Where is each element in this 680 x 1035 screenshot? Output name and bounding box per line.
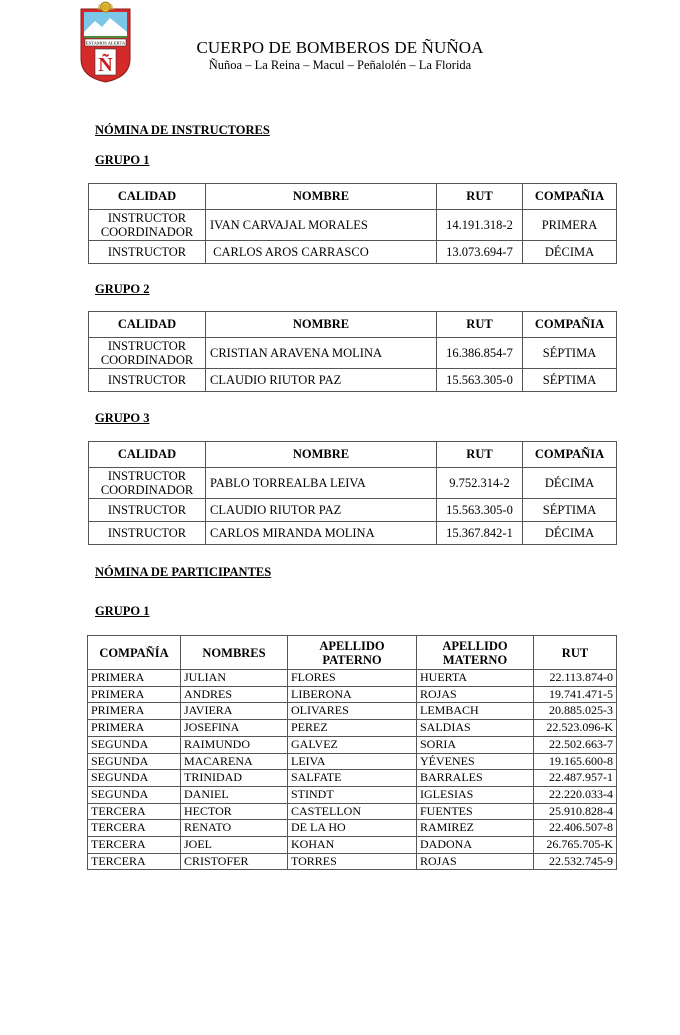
rut-cell: 22.532.745-9: [534, 853, 617, 870]
nombres-cell: ANDRES: [181, 686, 288, 703]
apellido-materno-cell: RAMIREZ: [417, 820, 534, 837]
rut-cell: 16.386.854-7: [437, 338, 523, 369]
compania-cell: SEGUNDA: [88, 753, 181, 770]
nombre-cell: IVAN CARVAJAL MORALES: [206, 210, 437, 241]
table-row: [89, 210, 617, 241]
calidad-cell: INSTRUCTOR: [89, 241, 206, 264]
compania-cell: SEGUNDA: [88, 736, 181, 753]
participants-heading: NÓMINA DE PARTICIPANTES: [95, 565, 272, 579]
table-row: [88, 686, 617, 703]
apellido-materno-cell: ROJAS: [417, 686, 534, 703]
table-row: [89, 499, 617, 522]
organization-subtitle: Ñuñoa – La Reina – Macul – Peñalolén – La Florida: [208, 58, 472, 72]
table-row: [88, 753, 617, 770]
rut-cell: 9.752.314-2: [437, 468, 523, 499]
nombre-cell: CARLOS MIRANDA MOLINA: [206, 522, 437, 545]
nombre-cell: CLAUDIO RIUTOR PAZ: [206, 369, 437, 392]
table-row: [88, 736, 617, 753]
column-header: CALIDAD: [89, 442, 206, 468]
table-row: [89, 522, 617, 545]
compania-cell: PRIMERA: [523, 210, 617, 241]
nombres-cell: TRINIDAD: [181, 770, 288, 787]
instructors-group-2-label: GRUPO 2: [95, 282, 150, 296]
compania-cell: PRIMERA: [88, 720, 181, 737]
table-row: [88, 820, 617, 837]
apellido-paterno-cell: OLIVARES: [288, 703, 417, 720]
table-header-row: [89, 312, 617, 338]
participants-group-1-label: GRUPO 1: [95, 604, 150, 618]
table-row: [88, 803, 617, 820]
rut-cell: 22.502.663-7: [534, 736, 617, 753]
column-header: NOMBRE: [206, 442, 437, 468]
instructors-group-3-label: GRUPO 3: [95, 411, 150, 425]
nombres-cell: RAIMUNDO: [181, 736, 288, 753]
participants-table: [87, 635, 617, 870]
compania-cell: DÉCIMA: [523, 468, 617, 499]
apellido-materno-cell: ROJAS: [417, 853, 534, 870]
apellido-paterno-cell: STINDT: [288, 786, 417, 803]
apellido-paterno-cell: GALVEZ: [288, 736, 417, 753]
rut-cell: 25.910.828-4: [534, 803, 617, 820]
instructors-table-group-3: [88, 441, 617, 545]
column-header: COMPAÑIA: [523, 184, 617, 210]
column-header: CALIDAD: [89, 312, 206, 338]
compania-cell: SÉPTIMA: [523, 499, 617, 522]
instructors-group-1-label: GRUPO 1: [95, 153, 150, 167]
compania-cell: PRIMERA: [88, 686, 181, 703]
nombres-cell: RENATO: [181, 820, 288, 837]
nombre-cell: CRISTIAN ARAVENA MOLINA: [206, 338, 437, 369]
apellido-paterno-cell: LIBERONA: [288, 686, 417, 703]
rut-cell: 13.073.694-7: [437, 241, 523, 264]
instructors-heading: NÓMINA DE INSTRUCTORES: [95, 123, 270, 137]
nombres-cell: JAVIERA: [181, 703, 288, 720]
apellido-paterno-cell: LEIVA: [288, 753, 417, 770]
column-header: APELLIDO MATERNO: [417, 636, 534, 670]
rut-cell: 19.741.471-5: [534, 686, 617, 703]
apellido-paterno-cell: CASTELLON: [288, 803, 417, 820]
column-header: RUT: [437, 312, 523, 338]
apellido-paterno-cell: DE LA HO: [288, 820, 417, 837]
compania-cell: TERCERA: [88, 803, 181, 820]
rut-cell: 22.487.957-1: [534, 770, 617, 787]
nombres-cell: DANIEL: [181, 786, 288, 803]
nombres-cell: JULIAN: [181, 670, 288, 687]
rut-cell: 15.563.305-0: [437, 369, 523, 392]
compania-cell: TERCERA: [88, 820, 181, 837]
apellido-materno-cell: FUENTES: [417, 803, 534, 820]
column-header: RUT: [437, 442, 523, 468]
document-header: [160, 38, 520, 72]
table-header-row: [88, 636, 617, 670]
apellido-materno-cell: IGLESIAS: [417, 786, 534, 803]
nombres-cell: JOEL: [181, 837, 288, 854]
table-row: [88, 720, 617, 737]
table-row: [89, 369, 617, 392]
rut-cell: 19.165.600-8: [534, 753, 617, 770]
column-header: NOMBRES: [181, 636, 288, 670]
table-header-row: [89, 184, 617, 210]
table-row: [88, 853, 617, 870]
instructors-table-group-1: [88, 183, 617, 264]
apellido-materno-cell: SORIA: [417, 736, 534, 753]
nombres-cell: JOSEFINA: [181, 720, 288, 737]
rut-cell: 20.885.025-3: [534, 703, 617, 720]
apellido-materno-cell: YÉVENES: [417, 753, 534, 770]
compania-cell: DÉCIMA: [523, 522, 617, 545]
organization-title: CUERPO DE BOMBEROS DE ÑUÑOA: [196, 38, 484, 57]
apellido-paterno-cell: PEREZ: [288, 720, 417, 737]
column-header: COMPAÑIA: [523, 312, 617, 338]
compania-cell: DÉCIMA: [523, 241, 617, 264]
nombres-cell: MACARENA: [181, 753, 288, 770]
fire-department-logo: [75, 1, 136, 83]
compania-cell: PRIMERA: [88, 670, 181, 687]
column-header: NOMBRE: [206, 312, 437, 338]
compania-cell: SÉPTIMA: [523, 338, 617, 369]
column-header: CALIDAD: [89, 184, 206, 210]
logo-letter: Ñ: [98, 54, 113, 76]
table-row: [89, 241, 617, 264]
rut-cell: 22.113.874-0: [534, 670, 617, 687]
rut-cell: 22.523.096-K: [534, 720, 617, 737]
nombre-cell: PABLO TORREALBA LEIVA: [206, 468, 437, 499]
column-header: COMPAÑÍA: [88, 636, 181, 670]
table-header-row: [89, 442, 617, 468]
compania-cell: TERCERA: [88, 837, 181, 854]
logo-banner-text: ESTAMOS ALERTA: [85, 40, 126, 46]
apellido-paterno-cell: FLORES: [288, 670, 417, 687]
compania-cell: SÉPTIMA: [523, 369, 617, 392]
column-header: NOMBRE: [206, 184, 437, 210]
nombres-cell: HECTOR: [181, 803, 288, 820]
calidad-cell: INSTRUCTOR COORDINADOR: [89, 210, 206, 241]
instructors-table-group-2: [88, 311, 617, 392]
nombre-cell: CARLOS AROS CARRASCO: [206, 241, 437, 264]
rut-cell: 22.406.507-8: [534, 820, 617, 837]
apellido-materno-cell: HUERTA: [417, 670, 534, 687]
table-row: [88, 703, 617, 720]
rut-cell: 14.191.318-2: [437, 210, 523, 241]
calidad-cell: INSTRUCTOR COORDINADOR: [89, 468, 206, 499]
compania-cell: SEGUNDA: [88, 770, 181, 787]
column-header: RUT: [534, 636, 617, 670]
apellido-paterno-cell: KOHAN: [288, 837, 417, 854]
calidad-cell: INSTRUCTOR COORDINADOR: [89, 338, 206, 369]
apellido-materno-cell: LEMBACH: [417, 703, 534, 720]
apellido-paterno-cell: TORRES: [288, 853, 417, 870]
compania-cell: PRIMERA: [88, 703, 181, 720]
calidad-cell: INSTRUCTOR: [89, 369, 206, 392]
column-header: APELLIDO PATERNO: [288, 636, 417, 670]
rut-cell: 15.563.305-0: [437, 499, 523, 522]
nombre-cell: CLAUDIO RIUTOR PAZ: [206, 499, 437, 522]
table-row: [89, 468, 617, 499]
column-header: COMPAÑIA: [523, 442, 617, 468]
apellido-materno-cell: DADONA: [417, 837, 534, 854]
calidad-cell: INSTRUCTOR: [89, 522, 206, 545]
nombres-cell: CRISTOFER: [181, 853, 288, 870]
apellido-materno-cell: SALDIAS: [417, 720, 534, 737]
table-row: [88, 670, 617, 687]
table-row: [88, 770, 617, 787]
apellido-materno-cell: BARRALES: [417, 770, 534, 787]
compania-cell: TERCERA: [88, 853, 181, 870]
apellido-paterno-cell: SALFATE: [288, 770, 417, 787]
calidad-cell: INSTRUCTOR: [89, 499, 206, 522]
compania-cell: SEGUNDA: [88, 786, 181, 803]
rut-cell: 22.220.033-4: [534, 786, 617, 803]
table-row: [89, 338, 617, 369]
column-header: RUT: [437, 184, 523, 210]
table-row: [88, 837, 617, 854]
rut-cell: 15.367.842-1: [437, 522, 523, 545]
rut-cell: 26.765.705-K: [534, 837, 617, 854]
table-row: [88, 786, 617, 803]
